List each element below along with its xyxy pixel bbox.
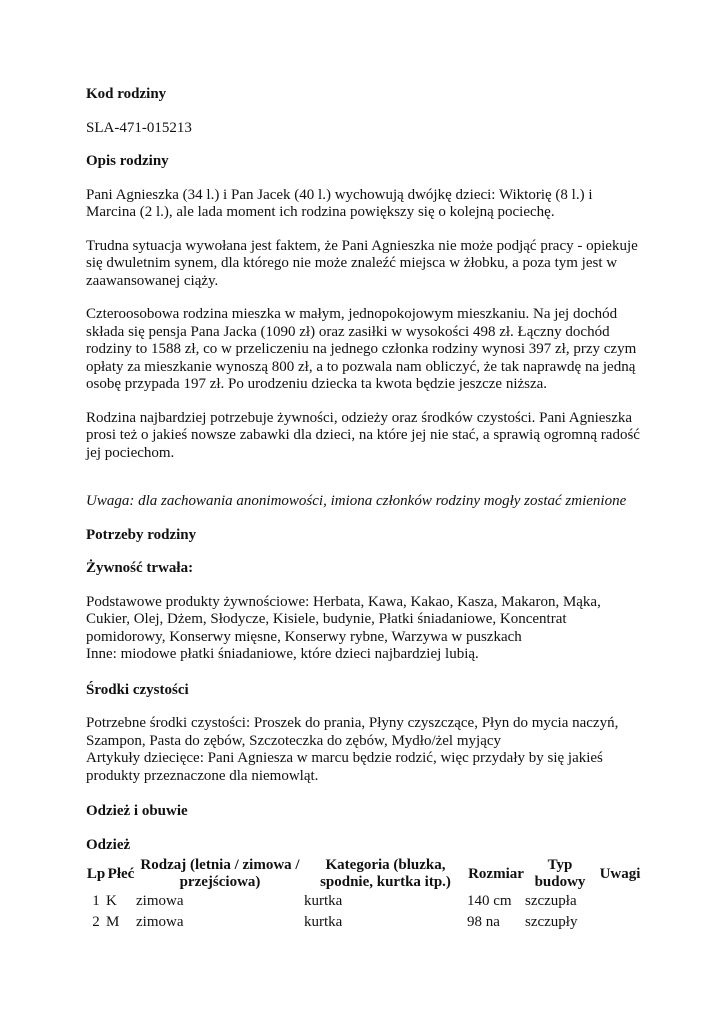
table-header-row <box>86 857 645 891</box>
odziez-heading: Odzież <box>86 836 131 853</box>
cell-lp: 2 <box>92 914 100 930</box>
cell-typ: szczupły <box>525 914 578 930</box>
cell-plec: M <box>106 914 120 930</box>
cell-rodzaj: zimowa <box>136 893 184 909</box>
zywnosc-line-2: Inne: miodowe płatki śniadaniowe, które dzieci najbardziej lubią. <box>86 646 479 662</box>
cell-lp: 1 <box>92 893 100 909</box>
opis-paragraph-2: Trudna sytuacja wywołana jest faktem, że Pani Agnieszka nie może podjąć pracy - opiekuje się dwuletnim synem, dla którego nie może znaleźć miejsca w żłobku, a poza tym jest w zaawansowanej ciąży. <box>86 237 638 289</box>
cell-rozmiar: 140 cm <box>467 893 512 909</box>
opis-paragraph-1: Pani Agnieszka (34 l.) i Pan Jacek (40 l.) wychowują dwójkę dzieci: Wiktorię (8 l.) i Marcina (2 l.), ale lada moment ich rodzina powiększy się o kolejną pociechę. <box>86 186 593 220</box>
odziez-obuwie-heading: Odzież i obuwie <box>86 803 188 819</box>
col-kategoria-header: Kategoria (bluzka, spodnie, kurtka itp.) <box>320 857 451 890</box>
opis-rodziny-heading: Opis rodziny <box>86 153 169 169</box>
col-rodzaj-header: Rodzaj (letnia / zimowa / przejściowa) <box>140 857 300 890</box>
zywnosc-heading: Żywność trwała: <box>86 560 194 576</box>
cell-kategoria: kurtka <box>304 914 343 930</box>
potrzeby-heading: Potrzeby rodziny <box>86 526 197 543</box>
col-lp-header: Lp <box>86 865 106 882</box>
zywnosc-line-1: Podstawowe produkty żywnościowe: Herbata, Kawa, Kakao, Kasza, Makaron, Mąka, Cukier, Olej, Dżem, Słodycze, Kisiele, budynie, Płatki śniadaniowe, Koncentrat pomidorowy, Konserwy mięsne, Konserwy rybne, Warzywa w puszkach <box>86 593 601 645</box>
odziez-table <box>86 857 645 933</box>
opis-paragraph-4: Rodzina najbardziej potrzebuje żywności, odzieży oraz środków czystości. Pani Agnieszka prosi też o jakieś nowsze zabawki dla dzieci, na które jej nie stać, a sprawią ogromną radość jej pociechom. <box>86 409 640 461</box>
document-page <box>86 86 646 933</box>
table-row <box>86 891 645 912</box>
cell-plec: K <box>106 893 117 909</box>
anonymity-note: Uwaga: dla zachowania anonimowości, imiona członków rodziny mogły zostać zmienione <box>86 493 627 509</box>
srodki-line-2: Artykuły dziecięce: Pani Agniesza w marcu będzie rodzić, więc przydały by się jakieś produkty przeznaczone dla niemowląt. <box>86 750 603 784</box>
opis-paragraph-3: Czteroosobowa rodzina mieszka w małym, jednopokojowym mieszkaniu. Na jej dochód składa się pensja Pana Jacka (1090 zł) oraz zasiłki w wysokości 498 zł. Łączny dochód rodziny to 1588 zł, co w przeliczeniu na jednego członka rodziny wynosi 397 zł, przy czym opłaty za mieszkanie wynoszą 800 zł, a to pozwala nam obliczyć, że tak naprawdę na jedną osobę przypada 197 zł. Po urodzeniu dziecka ta kwota będzie jeszcze niższa. <box>86 306 637 392</box>
cell-rozmiar: 98 na <box>467 914 500 930</box>
cell-kategoria: kurtka <box>304 893 343 909</box>
kod-rodziny-value: SLA-471-015213 <box>86 119 192 136</box>
col-rozmiar-header: Rozmiar <box>468 865 524 882</box>
srodki-heading: Środki czystości <box>86 681 189 698</box>
table-row <box>86 912 645 933</box>
srodki-line-1: Potrzebne środki czystości: Proszek do prania, Płyny czyszczące, Płyn do mycia naczyń, Szampon, Pasta do zębów, Szczoteczka do zębów, Mydło/żel myjący <box>86 715 619 749</box>
cell-uwagi <box>595 891 645 912</box>
col-typ-header: Typ budowy <box>534 857 586 890</box>
cell-rodzaj: zimowa <box>136 914 184 930</box>
cell-uwagi <box>595 912 645 933</box>
kod-rodziny-heading: Kod rodziny <box>86 86 167 102</box>
col-uwagi-header: Uwagi <box>599 865 641 882</box>
col-plec-header: Płeć <box>107 865 135 882</box>
cell-typ: szczupła <box>525 893 577 909</box>
